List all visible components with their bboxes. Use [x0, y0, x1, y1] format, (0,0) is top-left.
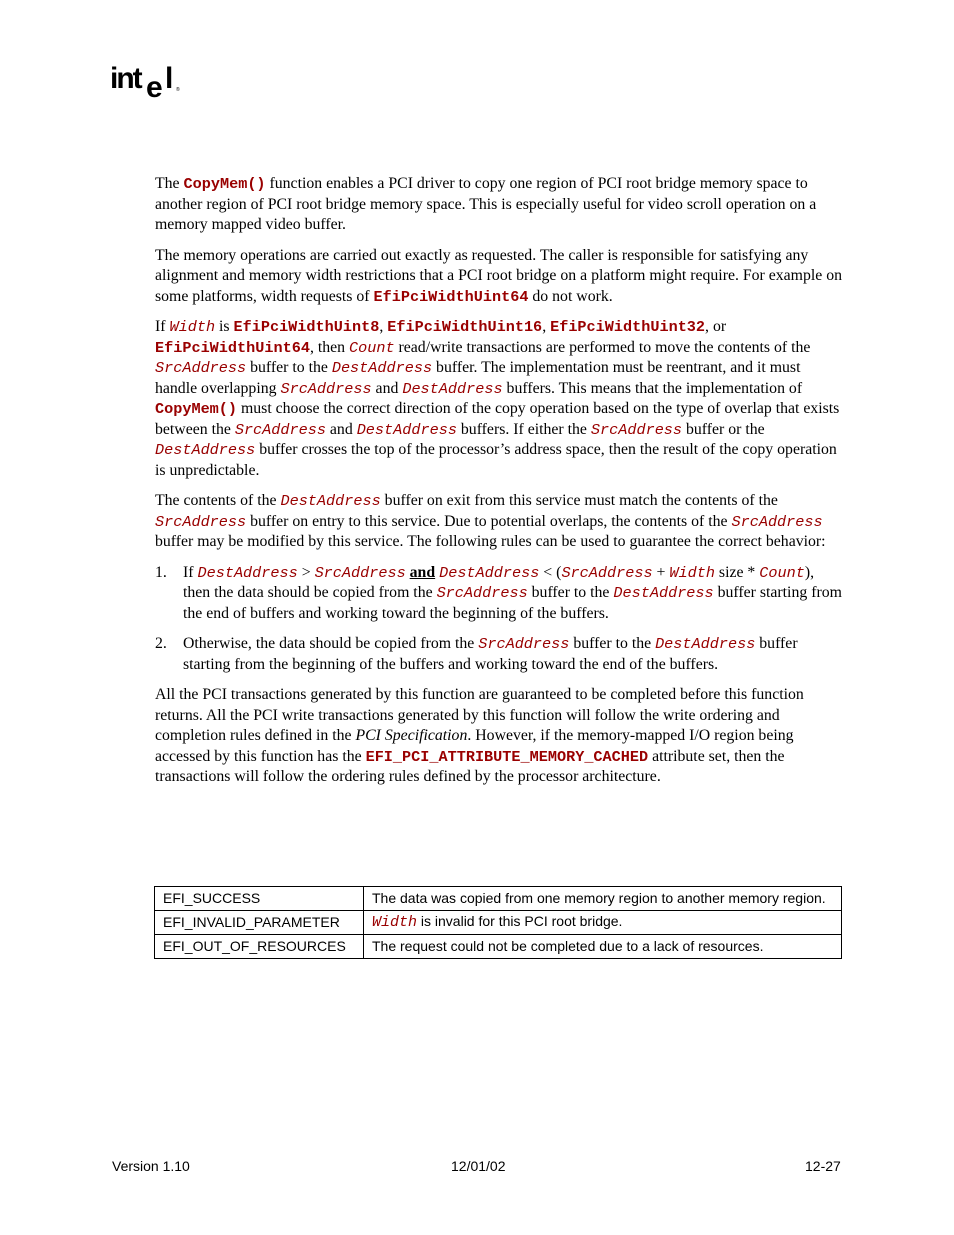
code-width-uint16: EfiPciWidthUint16 [387, 318, 543, 336]
table-row [155, 935, 842, 959]
intel-logo-text-main: int [110, 62, 141, 95]
emphasis-and: and [409, 563, 436, 581]
pci-spec-reference: PCI Specification [355, 727, 468, 744]
code-memory-cached-attribute: EFI_PCI_ATTRIBUTE_MEMORY_CACHED [365, 747, 649, 766]
intel-logo [108, 58, 188, 106]
param-destaddress: DestAddress [439, 563, 540, 582]
list-item: 2. Otherwise, the data should be copied from the SrcAddress buffer to the DestAddress buffer starting from the beginning of the buffers and working toward the end of the buffers. [155, 635, 798, 673]
status-codes-table [154, 886, 842, 959]
paragraph-transaction-ordering: All the PCI transactions generated by this function are guaranteed to be completed before this function returns. All the PCI write transactions generated by this function will follow the write ordering and completion rules defined in the PCI Specification. However, if the memory-mapped I/O region being accessed by this function has the EFI_PCI_ATTRIBUTE_MEMORY_CACHED attribute set, then the transactions will follow the ordering rules defined by the processor architecture. [155, 686, 804, 785]
param-width: Width [169, 318, 216, 336]
status-description: The data was copied from one memory region to another memory region. [364, 887, 842, 911]
status-description: Width is invalid for this PCI root bridge. [364, 911, 842, 935]
document-body [155, 174, 845, 798]
paragraph-memory-operations: The memory operations are carried out exactly as requested. The caller is responsible for satisfying any alignment and memory width restrictions that a PCI root bridge on a platform might require. For example on some platforms, width requests of EfiPciWidthUint64 do not work. [155, 246, 843, 306]
param-srcaddress: SrcAddress [731, 512, 823, 531]
table-row [155, 887, 842, 911]
list-number: 2. [155, 635, 167, 652]
param-destaddress: DestAddress [655, 635, 756, 653]
param-destaddress: DestAddress [331, 359, 433, 377]
paragraph-buffer-contents: The contents of the DestAddress buffer on exit from this service must match the contents of the SrcAddress buffer on entry to this service. Due to potential overlaps, the contents of the SrcAddress buffer may be modified by this service. The following rules can be used to guarantee the correct behavior: [155, 492, 826, 550]
param-srcaddress: SrcAddress [155, 359, 247, 377]
list-number: 1. [155, 563, 167, 581]
footer-version: Version 1.10 [112, 1158, 190, 1174]
param-destaddress: DestAddress [197, 563, 298, 582]
param-srcaddress: SrcAddress [280, 379, 372, 398]
status-code: EFI_OUT_OF_RESOURCES [155, 935, 364, 959]
param-srcaddress: SrcAddress [234, 420, 326, 439]
paragraph-width-behavior: If Width is EfiPciWidthUint8, EfiPciWidthUint16, EfiPciWidthUint32, or EfiPciWidthUint64, then Count read/write transactions are performed to move the contents of the SrcAddress buffer to the DestAddress buffer. The implementation must be reentrant, and it must handle overlapping SrcAddress and DestAddress buffers. This means that the implementation of CopyMem() must choose the correct direction of the copy operation based on the type of overlap that exists between the SrcAddress and DestAddress buffers. If either the SrcAddress buffer or the DestAddress buffer crosses the top of the processor’s address space, then the result of the copy operation is unpredictable. [155, 318, 840, 479]
param-destaddress: DestAddress [280, 492, 381, 510]
param-srcaddress: SrcAddress [155, 512, 247, 531]
param-width: Width [669, 563, 715, 582]
param-count: Count [759, 563, 805, 582]
copy-rules-list [155, 563, 845, 676]
registered-mark: ® [176, 87, 180, 93]
intel-logo-text-l: l [165, 62, 174, 95]
param-destaddress: DestAddress [402, 379, 503, 398]
param-count: Count [349, 338, 395, 357]
param-srcaddress: SrcAddress [478, 635, 570, 653]
intel-logo-text-e: e [146, 71, 163, 104]
status-description: The request could not be completed due to a lack of resources. [364, 935, 842, 959]
code-width-uint64: EfiPciWidthUint64 [373, 287, 529, 306]
status-code: EFI_INVALID_PARAMETER [155, 911, 364, 935]
paragraph-overview: The CopyMem() function enables a PCI driver to copy one region of PCI root bridge memory space to another region of PCI root bridge memory space. This is especially useful for video scroll operation on a memory mapped video buffer. [155, 175, 817, 233]
footer-date: 12/01/02 [451, 1158, 506, 1174]
status-code: EFI_SUCCESS [155, 887, 364, 911]
code-copymem: CopyMem() [183, 175, 266, 193]
param-destaddress: DestAddress [356, 420, 457, 439]
footer-page-number: 12-27 [805, 1158, 841, 1174]
list-item: 1. If DestAddress > SrcAddress and DestAddress < (SrcAddress + Width size * Count), then the data should be copied from the SrcAddress buffer to the DestAddress buffer starting from the end of buffers and working toward the beginning of the buffers. [155, 563, 842, 622]
code-copymem: CopyMem() [155, 400, 238, 418]
table-row [155, 911, 842, 935]
param-srcaddress: SrcAddress [314, 563, 406, 582]
param-width: Width [372, 914, 418, 931]
param-destaddress: DestAddress [155, 441, 256, 459]
code-width-uint64: EfiPciWidthUint64 [155, 338, 310, 357]
param-srcaddress: SrcAddress [561, 563, 653, 582]
code-width-uint8: EfiPciWidthUint8 [233, 318, 380, 336]
code-width-uint32: EfiPciWidthUint32 [550, 318, 706, 336]
param-destaddress: DestAddress [613, 584, 714, 602]
param-srcaddress: SrcAddress [590, 420, 683, 439]
param-srcaddress: SrcAddress [436, 584, 528, 602]
